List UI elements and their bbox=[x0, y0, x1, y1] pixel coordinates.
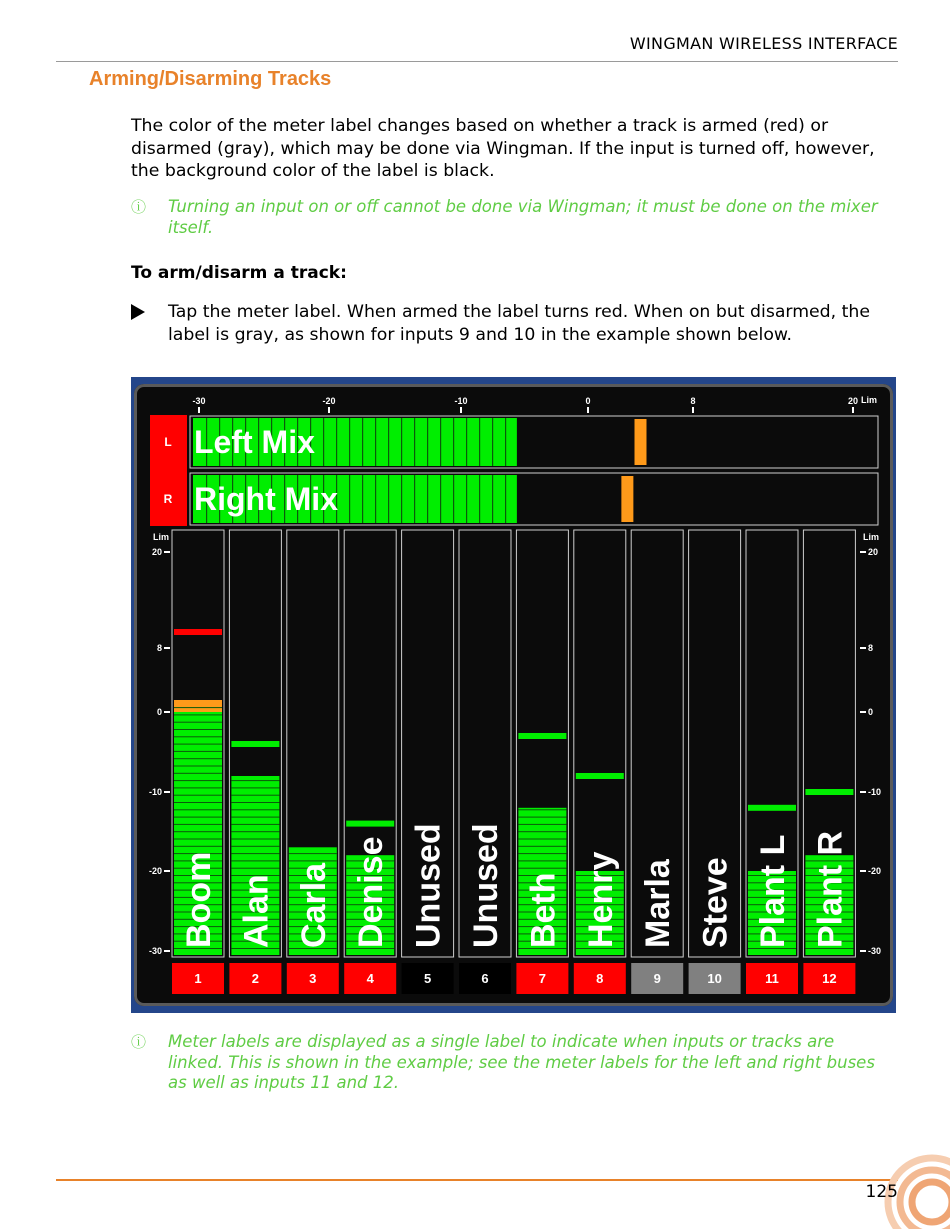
top-scale-tick bbox=[328, 407, 330, 413]
bus-segment-line bbox=[336, 418, 337, 466]
channel-number-4: 4 bbox=[366, 971, 374, 986]
bus-segment-line bbox=[479, 418, 480, 466]
left-scale-tick bbox=[164, 791, 170, 793]
top-scale-label-8: 8 bbox=[690, 396, 696, 406]
bus-name-R: Right Mix bbox=[194, 481, 338, 517]
right-scale-label--20: -20 bbox=[868, 866, 882, 876]
bus-segment-line bbox=[362, 475, 363, 523]
channel-number-2: 2 bbox=[251, 971, 260, 986]
channel-segment-line bbox=[174, 780, 222, 781]
channel-hot-segment bbox=[174, 700, 222, 712]
bus-peak-marker bbox=[621, 476, 633, 522]
channel-segment-line bbox=[231, 868, 279, 869]
top-lim-label: Lim bbox=[861, 395, 878, 405]
channel-segment-line bbox=[174, 744, 222, 745]
top-scale-tick bbox=[460, 407, 462, 413]
bus-segment-line bbox=[349, 475, 350, 523]
bus-label-block bbox=[150, 415, 187, 526]
channel-number-11: 11 bbox=[765, 971, 779, 986]
bus-segment-line bbox=[440, 475, 441, 523]
channel-segment-line bbox=[518, 853, 566, 854]
channel-segment-line bbox=[231, 787, 279, 788]
left-scale-label-0: 0 bbox=[156, 707, 162, 717]
channel-segment-line bbox=[231, 817, 279, 818]
intro-paragraph: The color of the meter label changes based on whether a track is armed (red) or disarmed (gray), which may be done via Wingman. If the input is turned off, however, the background color of the label is black. bbox=[131, 116, 875, 181]
channel-number-9: 9 bbox=[653, 971, 661, 986]
right-scale-label--30: -30 bbox=[868, 946, 882, 956]
note-linked-labels bbox=[131, 1032, 891, 1094]
top-scale-label-0: 0 bbox=[585, 396, 591, 406]
bus-tag-L: L bbox=[164, 435, 172, 449]
channel-segment-line bbox=[174, 773, 222, 774]
bus-segment-line bbox=[427, 475, 428, 523]
channel-name-7: Beth bbox=[524, 872, 563, 948]
channel-peak-marker bbox=[748, 805, 796, 811]
bus-segment-line bbox=[453, 475, 454, 523]
bus-segment-line bbox=[362, 418, 363, 466]
channel-segment-line bbox=[231, 809, 279, 810]
bus-segment-line bbox=[427, 418, 428, 466]
left-lim-label: Lim bbox=[153, 532, 170, 542]
footer-rule bbox=[56, 1179, 898, 1181]
channel-name-4: Denise bbox=[352, 836, 391, 948]
channel-peak-marker bbox=[174, 629, 222, 635]
left-scale-label-20: 20 bbox=[151, 547, 162, 557]
procedure-title: To arm/disarm a track: bbox=[131, 263, 347, 283]
channel-segment-line bbox=[174, 802, 222, 803]
step-arrow-icon bbox=[131, 304, 145, 320]
top-scale-label--30: -30 bbox=[192, 396, 206, 406]
info-icon: ⓘ bbox=[131, 1033, 147, 1051]
channel-segment-line bbox=[231, 860, 279, 861]
channel-segment-line bbox=[231, 831, 279, 832]
top-scale-tick bbox=[198, 407, 200, 413]
bus-segment-line bbox=[479, 475, 480, 523]
channel-name-10: Steve bbox=[696, 857, 735, 948]
top-scale-tick bbox=[692, 407, 694, 413]
note-text: Turning an input on or off cannot be done via Wingman; it must be done on the mixer itself. bbox=[168, 197, 878, 237]
meter-screen bbox=[131, 377, 896, 1013]
bus-peak-marker bbox=[635, 419, 647, 465]
left-scale-tick bbox=[164, 711, 170, 713]
channel-peak-marker bbox=[518, 733, 566, 739]
bus-segment-line bbox=[349, 418, 350, 466]
right-scale-label-20: 20 bbox=[868, 547, 879, 557]
bus-segment-line bbox=[453, 418, 454, 466]
left-scale-label--20: -20 bbox=[148, 866, 162, 876]
right-scale-tick bbox=[860, 551, 866, 553]
right-scale-tick bbox=[860, 870, 866, 872]
channel-segment-line bbox=[518, 824, 566, 825]
channel-name-3: Carla bbox=[294, 862, 333, 948]
channel-name-6: Unused bbox=[467, 823, 505, 948]
channel-segment-line bbox=[518, 809, 566, 810]
left-scale-tick bbox=[164, 950, 170, 952]
channel-peak-marker bbox=[805, 789, 853, 795]
bus-segment-line bbox=[440, 418, 441, 466]
channel-segment-line bbox=[231, 802, 279, 803]
channel-number-5: 5 bbox=[423, 971, 432, 986]
channel-segment-line bbox=[174, 846, 222, 847]
top-scale-label--20: -20 bbox=[322, 396, 336, 406]
note-text: Meter labels are displayed as a single label to indicate when inputs or tracks are linked. This is shown in the example; see the meter labels for the left and right buses as well as inputs 11 and 12. bbox=[168, 1032, 875, 1092]
running-header: WINGMAN WIRELESS INTERFACE bbox=[629, 34, 898, 53]
channel-segment-line bbox=[174, 736, 222, 737]
channel-segment-line bbox=[518, 860, 566, 861]
channel-segment-line bbox=[518, 846, 566, 847]
channel-number-12: 12 bbox=[822, 971, 837, 986]
right-scale-label-0: 0 bbox=[868, 707, 874, 717]
top-scale-tick bbox=[587, 407, 589, 413]
channel-segment-line bbox=[231, 839, 279, 840]
bus-segment-line bbox=[388, 418, 389, 466]
channel-segment-line bbox=[231, 795, 279, 796]
channel-segment-line bbox=[231, 780, 279, 781]
top-scale-tick bbox=[852, 407, 854, 413]
left-scale-label--30: -30 bbox=[148, 946, 162, 956]
channel-segment-line bbox=[174, 758, 222, 759]
channel-name-5: Unused bbox=[409, 823, 448, 948]
channel-segment-line bbox=[174, 787, 222, 788]
channel-peak-marker bbox=[576, 773, 624, 779]
channel-number-10: 10 bbox=[707, 971, 722, 986]
bus-segment-line bbox=[323, 418, 324, 466]
channel-segment-line bbox=[518, 831, 566, 832]
right-scale-tick bbox=[860, 647, 866, 649]
bus-tag-R: R bbox=[163, 492, 173, 506]
bus-segment-line bbox=[401, 475, 402, 523]
bus-segment-line bbox=[466, 475, 467, 523]
bus-segment-line bbox=[401, 418, 402, 466]
channel-name-1: Boom bbox=[180, 851, 218, 948]
channel-segment-line bbox=[174, 839, 222, 840]
channel-peak-marker bbox=[346, 821, 394, 827]
section-title: Arming/Disarming Tracks bbox=[89, 68, 332, 90]
right-scale-label--10: -10 bbox=[868, 787, 882, 797]
channel-number-1: 1 bbox=[194, 971, 202, 986]
channel-segment-line bbox=[231, 853, 279, 854]
channel-segment-line bbox=[518, 839, 566, 840]
channel-segment-line bbox=[174, 729, 222, 730]
left-scale-tick bbox=[164, 551, 170, 553]
channel-number-6: 6 bbox=[481, 971, 489, 986]
page-number: 125 bbox=[865, 1182, 898, 1202]
channel-name-8: Henry bbox=[581, 851, 620, 948]
bus-segment-line bbox=[375, 418, 376, 466]
channel-number-7: 7 bbox=[538, 971, 547, 986]
channel-segment-line bbox=[174, 766, 222, 767]
channel-segment-line bbox=[174, 722, 222, 723]
top-scale-label--10: -10 bbox=[454, 396, 468, 406]
channel-number-3: 3 bbox=[309, 971, 317, 986]
right-scale-tick bbox=[860, 950, 866, 952]
bus-segment-line bbox=[414, 475, 415, 523]
channel-segment-line bbox=[518, 817, 566, 818]
channel-number-8: 8 bbox=[596, 971, 604, 986]
bus-segment-line bbox=[466, 418, 467, 466]
right-scale-tick bbox=[860, 791, 866, 793]
bus-segment-line bbox=[505, 475, 506, 523]
bus-segment-line bbox=[388, 475, 389, 523]
channel-name-11: Plant L bbox=[754, 834, 792, 948]
header-rule bbox=[56, 61, 898, 62]
right-lim-label: Lim bbox=[863, 532, 880, 542]
channel-name-2: Alan bbox=[237, 874, 276, 948]
channel-segment-line bbox=[174, 824, 222, 825]
bus-segment-line bbox=[375, 475, 376, 523]
right-scale-tick bbox=[860, 711, 866, 713]
channel-segment-line bbox=[231, 824, 279, 825]
channel-segment-line bbox=[174, 707, 222, 708]
channel-segment-line bbox=[518, 868, 566, 869]
channel-segment-line bbox=[174, 795, 222, 796]
channel-peak-marker bbox=[231, 741, 279, 747]
procedure-step bbox=[131, 301, 891, 346]
channel-segment-line bbox=[174, 714, 222, 715]
bus-segment-line bbox=[414, 418, 415, 466]
channel-segment-line bbox=[174, 817, 222, 818]
left-scale-tick bbox=[164, 647, 170, 649]
info-icon: ⓘ bbox=[131, 198, 147, 216]
channel-segment-line bbox=[289, 853, 337, 854]
note-input-toggle bbox=[131, 197, 891, 238]
bus-segment-line bbox=[505, 418, 506, 466]
channel-segment-line bbox=[174, 831, 222, 832]
channel-segment-line bbox=[231, 846, 279, 847]
step-text: Tap the meter label. When armed the label turns red. When on but disarmed, the label is gray, as shown for inputs 9 and 10 in the example shown below. bbox=[168, 302, 870, 345]
left-scale-label-8: 8 bbox=[156, 643, 162, 653]
channel-segment-line bbox=[289, 860, 337, 861]
channel-name-9: Marla bbox=[639, 859, 678, 948]
left-scale-label--10: -10 bbox=[148, 787, 162, 797]
meter-figure bbox=[131, 377, 896, 1013]
top-scale-label-20: 20 bbox=[847, 396, 859, 406]
left-scale-tick bbox=[164, 870, 170, 872]
bus-segment-line bbox=[492, 475, 493, 523]
right-scale-label-8: 8 bbox=[868, 643, 874, 653]
bus-segment-line bbox=[492, 418, 493, 466]
bus-name-L: Left Mix bbox=[194, 424, 315, 460]
channel-name-12: Plant R bbox=[811, 830, 850, 948]
channel-segment-line bbox=[174, 751, 222, 752]
channel-segment-line bbox=[174, 809, 222, 810]
